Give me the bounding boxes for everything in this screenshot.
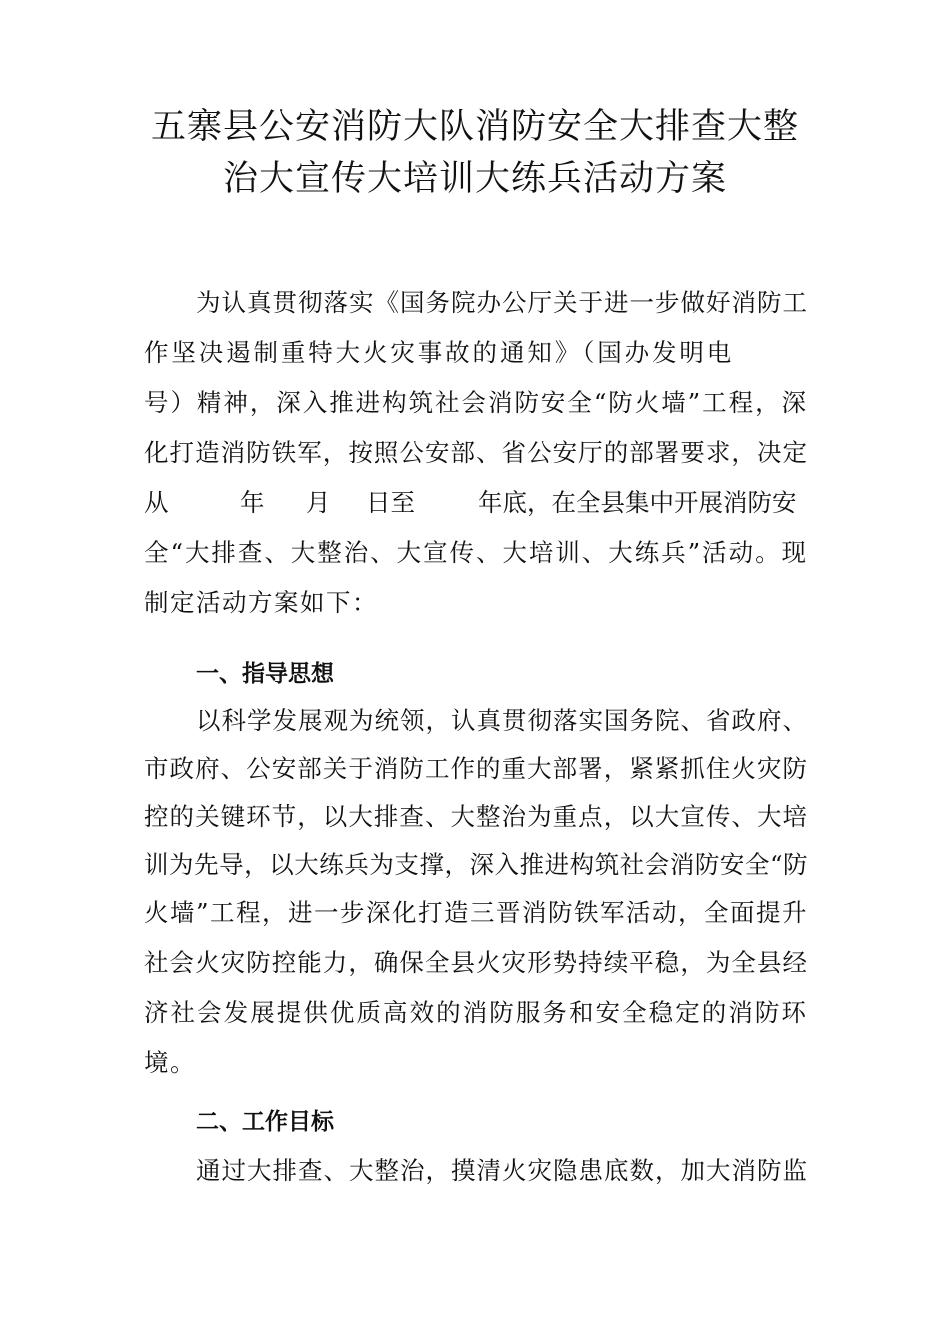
intro-line-7: 制定活动方案如下： bbox=[144, 588, 378, 617]
section-2-heading: 二、工作目标 bbox=[196, 1109, 334, 1135]
section-1-line-4: 训为先导，以大练兵为支撑，深入推进构筑社会消防安全“防 bbox=[144, 850, 809, 879]
intro-line-1: 为认真贯彻落实《国务院办公厅关于进一步做好消防工 bbox=[196, 288, 808, 317]
intro-line-6: 全“大排查、大整治、大宣传、大培训、大练兵”活动。现 bbox=[144, 538, 809, 567]
section-1-line-8: 境。 bbox=[144, 1048, 196, 1077]
document-title-line-1: 五寨县公安消防大队消防安全大排查大整 bbox=[150, 107, 799, 147]
intro-line-5 bbox=[144, 486, 808, 520]
section-1-line-7: 济社会发展提供优质高效的消防服务和安全稳定的消防环 bbox=[144, 998, 808, 1027]
intro-line-3: 号）精神，深入推进构筑社会消防安全“防火墙”工程，深 bbox=[144, 388, 809, 417]
section-1-line-2: 市政府、公安部关于消防工作的重大部署，紧紧抓住火灾防 bbox=[144, 754, 809, 783]
section-1-heading: 一、指导思想 bbox=[196, 661, 334, 687]
section-1-line-1: 以科学发展观为统领，认真贯彻落实国务院、省政府、 bbox=[196, 706, 808, 735]
intro-line-5-rest: 年底，在全县集中开展消防安 bbox=[478, 488, 797, 517]
intro-line-5-year: 年 bbox=[240, 488, 265, 517]
intro-line-5-month: 月 bbox=[306, 488, 331, 517]
section-1-line-3: 控的关键环节，以大排查、大整治为重点，以大宣传、大培 bbox=[144, 802, 809, 831]
section-1-line-5: 火墙”工程，进一步深化打造三晋消防铁军活动，全面提升 bbox=[144, 898, 809, 927]
intro-line-5-from: 从 bbox=[144, 488, 169, 517]
section-2-line-1: 通过大排查、大整治，摸清火灾隐患底数，加大消防监 bbox=[196, 1156, 808, 1185]
intro-line-5-day-to: 日至 bbox=[366, 488, 415, 517]
section-1-line-6: 社会火灾防控能力，确保全县火灾形势持续平稳，为全县经 bbox=[144, 948, 809, 977]
intro-line-2: 作坚决遏制重特大火灾事故的通知》（国办发明电 bbox=[144, 338, 735, 367]
document-title-line-2: 治大宣传大培训大练兵活动方案 bbox=[222, 159, 727, 199]
intro-line-4: 化打造消防铁军，按照公安部、省公安厅的部署要求，决定 bbox=[144, 438, 809, 467]
